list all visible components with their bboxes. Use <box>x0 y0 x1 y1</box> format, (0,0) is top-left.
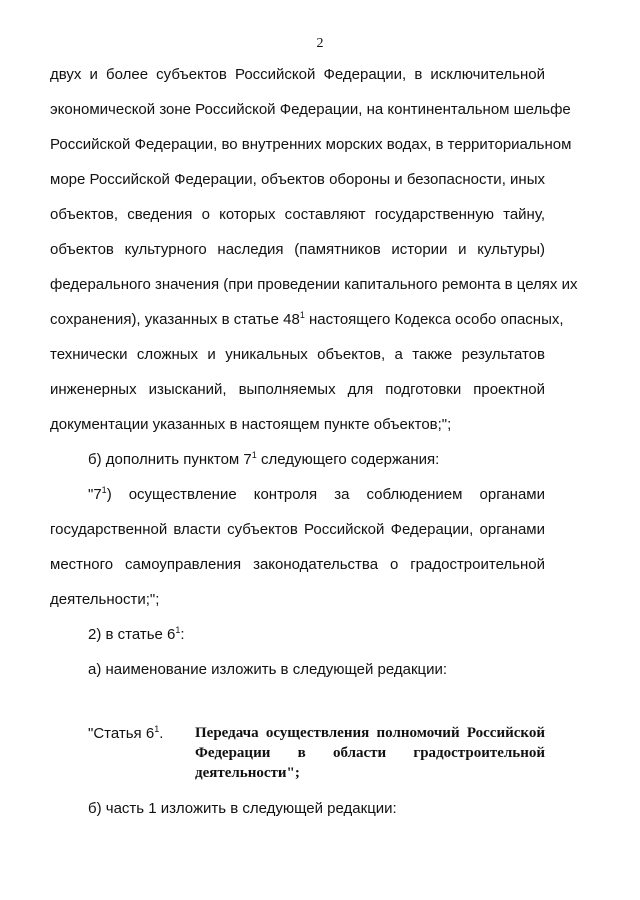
article-title <box>195 723 545 783</box>
text-fragment: : <box>180 626 185 643</box>
article-title-line: деятельности"; <box>195 765 300 781</box>
text-line: федерального значения (при проведении капитального ремонта в целях их <box>50 276 578 293</box>
list-item: б) часть 1 изложить в следующей редакции: <box>88 800 397 817</box>
superscript: 1 <box>154 724 160 734</box>
text-line: объектов, сведения о которых составляют государственную тайну, <box>50 206 545 223</box>
text-fragment: "Статья 6 <box>88 725 155 742</box>
text-fragment: "7 <box>88 486 102 503</box>
text-line: документации указанных в настоящем пункте объектов;"; <box>50 416 452 433</box>
article-label <box>88 725 163 743</box>
text-line: море Российской Федерации, объектов обороны и безопасности, иных <box>50 171 545 188</box>
text-fragment: б) дополнить пунктом 7 <box>88 451 252 468</box>
text-line: инженерных изысканий, выполняемых для подготовки проектной <box>50 381 545 398</box>
text-line: технически сложных и уникальных объектов, а также результатов <box>50 346 545 363</box>
text-line: экономической зоне Российской Федерации, на континентальном шельфе <box>50 101 571 118</box>
list-item <box>88 626 545 644</box>
superscript: 1 <box>299 310 305 320</box>
text-fragment: сохранения), указанных в статье 48 <box>50 311 300 328</box>
article-title-line: Федерации в области градостроительной <box>195 745 545 761</box>
superscript: 1 <box>101 485 107 495</box>
text-line: двух и более субъектов Российской Федерации, в исключительной <box>50 66 545 83</box>
text-line <box>50 310 564 329</box>
text-fragment: настоящего Кодекса особо опасных, <box>304 311 564 328</box>
article-title-line: Передача осуществления полномочий Российской <box>195 725 545 741</box>
text-fragment: 2) в статье 6 <box>88 626 176 643</box>
text-line: местного самоуправления законодательства о градостроительной <box>50 556 545 573</box>
list-item: а) наименование изложить в следующей редакции: <box>88 661 448 678</box>
superscript: 1 <box>175 625 181 635</box>
list-item <box>88 451 545 469</box>
text-line: деятельности;"; <box>50 591 160 608</box>
page-number: 2 <box>316 36 324 51</box>
text-fragment: следующего содержания: <box>256 451 440 468</box>
text-line: Российской Федерации, во внутренних морских водах, в территориальном <box>50 136 572 153</box>
superscript: 1 <box>251 450 257 460</box>
text-fragment: ) осуществление контроля за соблюдением органами <box>106 486 545 503</box>
text-line: государственной власти субъектов Российской Федерации, органами <box>50 521 545 538</box>
text-fragment: . <box>159 725 164 742</box>
text-line: объектов культурного наследия (памятников истории и культуры) <box>50 241 545 258</box>
quote-line <box>88 486 545 504</box>
